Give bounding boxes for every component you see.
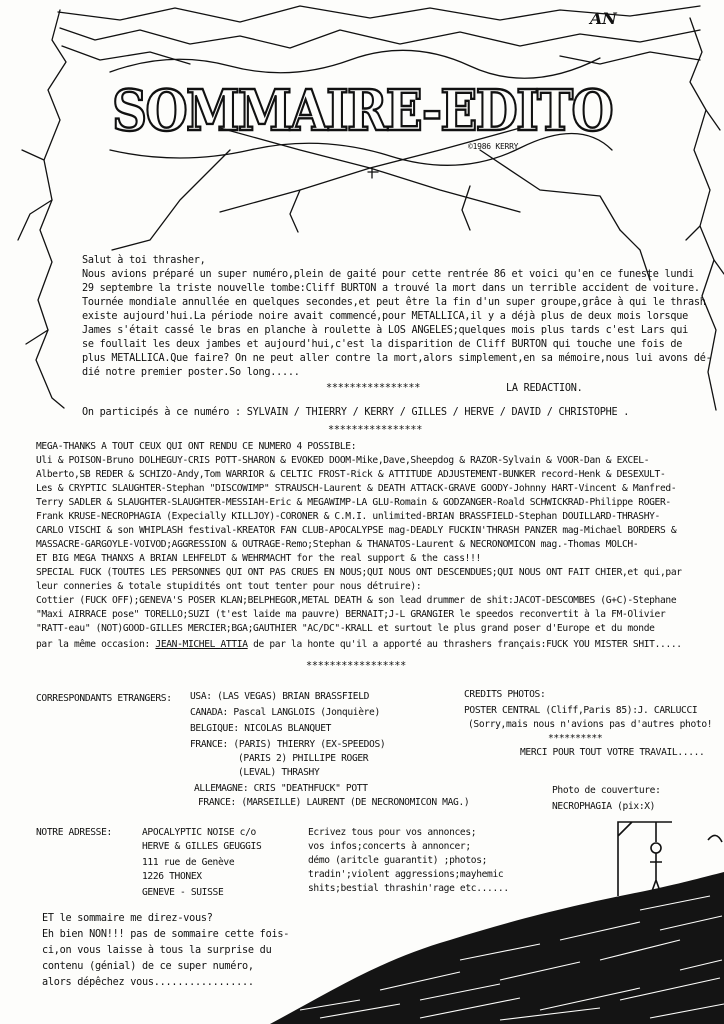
cover-line: NECROPHAGIA (pix:X)	[552, 801, 656, 812]
credits-line: (Sorry,mais nous n'avions pas d'autres photo!	[468, 719, 713, 730]
write-us-line: shits;bestial thrashin'rage etc......	[308, 883, 509, 894]
thanks-line: Alberto,SB REDER & SCHIZO-Andy,Tom WARRIOR & CELTIC FROST-Rick & ATTITUDE ADJUSTEMENT-BUNKER record-Henk & DESEXULT-	[36, 469, 666, 480]
correspondant-line: (PARIS 2) PHILLIPE ROGER	[238, 753, 369, 764]
edito-line: existe aujourd'hui.La période noire avait commencé,pour METALLICA,il y a déjà plus de deux mois lorsque	[82, 311, 688, 322]
thanks-line: Terry SADLER & SLAUGHTER-SLAUGHTER-MESSIAH-Eric & MEGAWIMP-LA GLU-Romain & GODZANGER-Roald SCHWICKRAD-Philippe ROGER-	[36, 497, 671, 508]
stars-divider: ****************	[326, 383, 421, 394]
cover-line: Photo de couverture:	[552, 785, 661, 796]
edito-line: dié notre premier poster.So long.....	[82, 367, 300, 378]
participants-line: On participés à ce numéro : SYLVAIN / THIERRY / KERRY / GILLES / HERVE / DAVID / CHRISTOPHE .	[82, 407, 630, 418]
thanks-line: leur conneries & totale stupidités ont tout tenter pour nous détruire):	[36, 581, 422, 592]
correspondant-line: FRANCE: (MARSEILLE) LAURENT (DE NECRONOMICON MAG.)	[198, 797, 470, 808]
correspondant-line: BELGIQUE: NICOLAS BLANQUET	[190, 723, 332, 734]
credits-line: POSTER CENTRAL (Cliff,Paris 85):J. CARLUCCI	[464, 705, 698, 716]
address-line: HERVE & GILLES GEUGGIS	[142, 841, 262, 852]
correspondant-line: ALLEMAGNE: CRIS "DEATHFUCK" POTT	[194, 783, 368, 794]
edito-line: se foullait les deux jambes et aujourd'hui,c'est la disparition de Cliff BURTON qui touche une fois de	[82, 339, 683, 350]
thanks-line: SPECIAL FUCK (TOUTES LES PERSONNES QUI ONT PAS CRUES EN NOUS;QUI NOUS ONT DESCENDUES;QUI NOUS ONT FAIT CHIER,et qui,par	[36, 567, 682, 578]
thanks-line: "Maxi AIRRACE pose" TORELLO;SUZI (t'est laide ma pauvre) BERNAIT;J-L GRANGIER le speedos reconvertit à la FM-Olivier	[36, 609, 666, 620]
edito-line: plus METALLICA.Que faire? On ne peut aller contre la mort,alors simplement,en sa mémoire,nous lui avons dé-	[82, 353, 712, 364]
title-logo: SOMMAIRE-EDITO	[112, 78, 613, 144]
credits-thanks: MERCI POUR TOUT VOTRE TRAVAIL.....	[520, 747, 705, 758]
address-label: NOTRE ADRESSE:	[36, 827, 112, 838]
thanks-line: Cottier (FUCK OFF);GENEVA'S POSER KLAN;BELPHEGOR,METAL DEATH & son lead drummer de shit:JACOT-DESCOMBES (G+C)-Stephane	[36, 595, 677, 606]
write-us-line: tradin';violent aggressions;mayhemic	[308, 869, 504, 880]
sommaire-line: Eh bien NON!!! pas de sommaire cette fois-	[42, 929, 290, 940]
thanks-last-name: JEAN-MICHEL ATTIA	[155, 639, 248, 650]
address-line: 1226 THONEX	[142, 871, 202, 882]
thanks-line: Frank KRUSE-NECROPHAGIA (Expecially KILLJOY)-CORONER & C.M.I. unlimited-BRIAN BRASSFIELD-Stephan DOUILLARD-THRASHY-	[36, 511, 660, 522]
correspondants-label: CORRESPONDANTS ETRANGERS:	[36, 693, 172, 704]
stars-divider: ****************	[328, 425, 423, 436]
write-us-line: vos infos;concerts à annoncer;	[308, 841, 471, 852]
thanks-line: "RATT-eau" (NOT)GOOD-GILLES MERCIER;BGA;GAUTHIER "AC/DC"-KRALL et surtout le plus grand poser d'Europe et du monde	[36, 623, 655, 634]
thanks-line: MASSACRE-GARGOYLE-VOIVOD;AGGRESSION & OUTRAGE-Remo;Stephan & THANATOS-Laurent & NECRONOMICON mag.-Thomas MOLCH-	[36, 539, 639, 550]
corner-logo: AN	[590, 9, 617, 28]
sommaire-line: contenu (génial) de ce super numéro,	[42, 961, 254, 972]
correspondant-line: (LEVAL) THRASHY	[238, 767, 320, 778]
address-line: 111 rue de Genève	[142, 857, 235, 868]
edito-line: Nous avions préparé un super numéro,plein de gaité pour cette rentrée 86 et voici qu'en ce funeste lundi	[82, 269, 694, 280]
thanks-last-start: par la même occasion:	[36, 639, 150, 650]
correspondant-line: CANADA: Pascal LANGLOIS (Jonquière)	[190, 707, 380, 718]
thanks-line: CARLO VISCHI & son WHIPLASH festival-KREATOR FAN CLUB-APOCALYPSE mag-DEADLY FUCKIN'THRASH PANZER mag-Michael BORDERS &	[36, 525, 677, 536]
copyright-note: ©1986 KERRY	[468, 142, 519, 151]
edito-line: Salut à toi thrasher,	[82, 255, 206, 266]
thanks-last-line	[36, 638, 682, 651]
thanks-last-end: de par la honte qu'il a apporté au thrashers français:FUCK YOU MISTER SHIT.....	[253, 639, 682, 650]
signature: LA REDACTION.	[506, 383, 583, 394]
sommaire-line: alors dépêchez vous.................	[42, 977, 254, 988]
sommaire-line: ci,on vous laisse à tous la surprise du	[42, 945, 272, 956]
write-us-line: démo (aritcle guarantit) ;photos;	[308, 855, 488, 866]
edito-line: James s'était cassé le bras en planche à roulette à LOS ANGELES;quelques mois plus tards c'est Lars qui	[82, 325, 688, 336]
edito-line: Tournée mondiale annullée en quelques secondes,et peut être la fin d'un super groupe,grâce à qui le thrash	[82, 297, 706, 308]
credits-title: CREDITS PHOTOS:	[464, 689, 546, 700]
stars-divider: *****************	[306, 661, 407, 672]
thanks-line: MEGA-THANKS A TOUT CEUX QUI ONT RENDU CE NUMERO 4 POSSIBLE:	[36, 441, 357, 452]
correspondant-line: USA: (LAS VEGAS) BRIAN BRASSFIELD	[190, 691, 370, 702]
address-line: GENEVE - SUISSE	[142, 887, 224, 898]
thanks-line: Les & CRYPTIC SLAUGHTER-Stephan "DISCOWIMP" STRAUSCH-Laurent & DEATH ATTACK-GRAVE GOODY-Johnny HART-Vincent & Manfred-	[36, 483, 677, 494]
edito-line: 29 septembre la triste nouvelle tombe:Cliff BURTON a trouvé la mort dans un terrible accident de voiture.	[82, 283, 700, 294]
stars-divider: **********	[548, 733, 603, 744]
thanks-line: ET BIG MEGA THANXS A BRIAN LEHFELDT & WEHRMACHT for the real support & the cass!!!	[36, 553, 481, 564]
sommaire-line: ET le sommaire me direz-vous?	[42, 913, 213, 924]
write-us-line: Ecrivez tous pour vos annonces;	[308, 827, 477, 838]
thanks-line: Uli & POISON-Bruno DOLHEGUY-CRIS POTT-SHARON & EVOKED DOOM-Mike,Dave,Sheepdog & RAZOR-Sylvain & VOOR-Dan & EXCEL-	[36, 455, 650, 466]
correspondant-line: FRANCE: (PARIS) THIERRY (EX-SPEEDOS)	[190, 739, 386, 750]
address-line: APOCALYPTIC NOISE c/o	[142, 827, 256, 838]
